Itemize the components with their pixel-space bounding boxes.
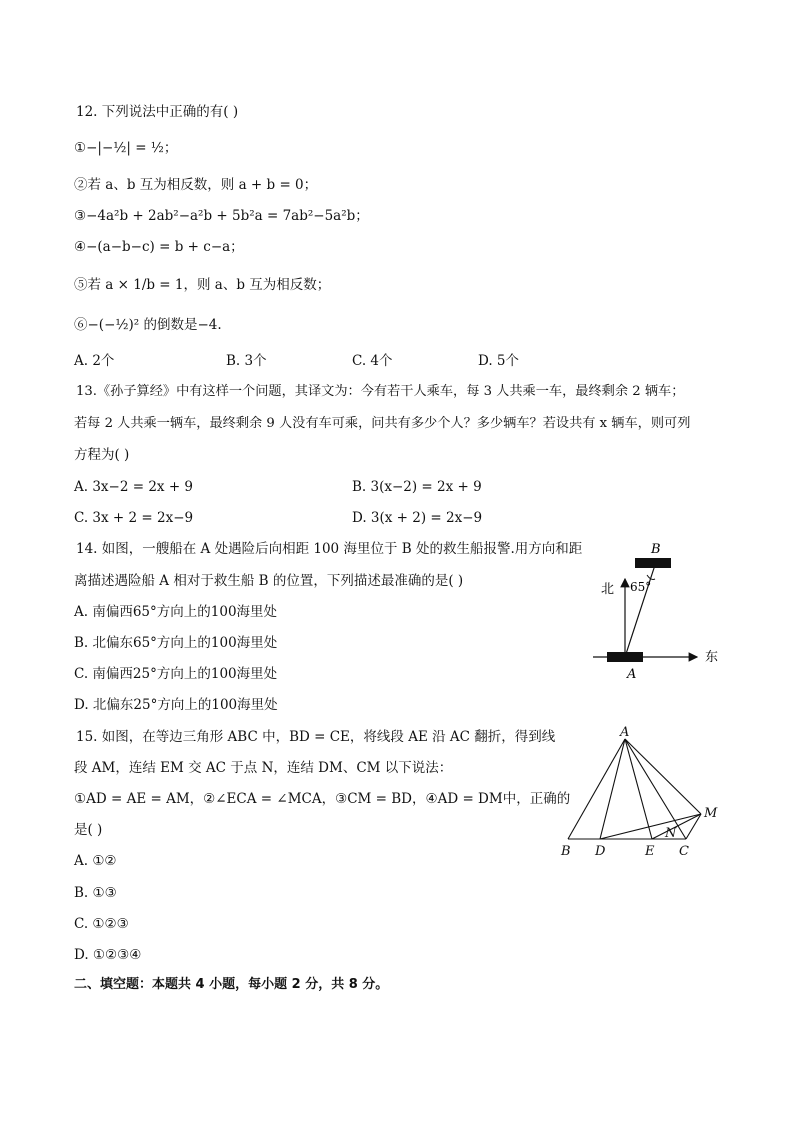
point-a: A — [620, 725, 630, 740]
q12-item-1: ①−|−½| = ½； — [74, 140, 178, 156]
q12-item-2: ②若 a、b 互为相反数，则 a + b = 0； — [74, 177, 318, 193]
q15-option-a: A. ①② — [74, 853, 117, 869]
label-b: B — [651, 542, 661, 557]
q12-item-3: ③−4a²b + 2ab²−a²b + 5b²a = 7ab²−5a²b； — [74, 208, 369, 224]
q12-option-c: C. 4个 — [352, 353, 393, 369]
label-east: 东 — [705, 650, 719, 665]
ship-b — [635, 558, 671, 568]
q15-triangle-figure — [555, 725, 730, 860]
ship-a — [607, 652, 643, 662]
label-angle: 65° — [630, 580, 652, 594]
point-b: B — [561, 844, 571, 859]
q12-item-5: ⑤若 a × 1/b = 1，则 a、b 互为相反数； — [74, 277, 331, 293]
q15-line-1: 15. 如图，在等边三角形 ABC 中，BD = CE，将线段 AE 沿 AC 翻折，得到线 — [76, 729, 556, 745]
q14-line-1: 14. 如图，一艘船在 A 处遇险后向相距 100 海里位于 B 处的救生船报警.用方向和距 — [76, 541, 583, 557]
point-c: C — [679, 844, 689, 859]
q14-line-2: 离描述遇险船 A 相对于救生船 B 的位置，下列描述最准确的是( ) — [74, 573, 464, 589]
q13-line-1: 13.《孙子算经》中有这样一个问题，其译文为：今有若干人乘车，每 3 人共乘一车，最终剩余 2 辆车； — [76, 384, 685, 399]
q15-line-4: 是( ) — [74, 822, 103, 838]
q12-option-d: D. 5个 — [478, 353, 520, 369]
q12-stem: 12. 下列说法中正确的有( ) — [76, 104, 239, 120]
point-e: E — [645, 844, 655, 859]
point-d: D — [595, 844, 606, 859]
q15-option-c: C. ①②③ — [74, 916, 129, 932]
q13-line-3: 方程为( ) — [74, 447, 130, 463]
q13-option-d: D. 3(x + 2) = 2x−9 — [352, 510, 483, 526]
section-heading: 二、填空题：本题共 4 小题，每小题 2 分，共 8 分。 — [74, 977, 389, 992]
q12-option-a: A. 2个 — [74, 353, 115, 369]
label-north: 北 — [601, 582, 615, 597]
q12-item-4: ④−(a−b−c) = b + c−a； — [74, 239, 244, 255]
q13-line-2: 若每 2 人共乘一辆车，最终剩余 9 人没有车可乘，问共有多少个人？多少辆车？若设共有 x 辆车，则可列 — [74, 416, 691, 431]
q12-item-6: ⑥−(−½)² 的倒数是−4. — [74, 317, 222, 333]
q14-option-d: D. 北偏东25°方向上的100海里处 — [74, 697, 278, 713]
q14-option-c: C. 南偏西25°方向上的100海里处 — [74, 666, 278, 682]
q15-line-2: 段 AM，连结 EM 交 AC 于点 N，连结 DM、CM 以下说法： — [74, 760, 453, 776]
point-n: N — [665, 826, 677, 841]
q15-line-3: ①AD = AE = AM，②∠ECA = ∠MCA，③CM = BD，④AD = DM中，正确的 — [74, 791, 571, 807]
q15-option-d: D. ①②③④ — [74, 947, 142, 963]
point-m: M — [704, 806, 718, 821]
q14-option-a: A. 南偏西65°方向上的100海里处 — [74, 604, 278, 620]
q12-option-b: B. 3个 — [226, 353, 267, 369]
q13-option-b: B. 3(x−2) = 2x + 9 — [352, 479, 482, 495]
label-a: A — [627, 667, 637, 682]
q13-option-c: C. 3x + 2 = 2x−9 — [74, 510, 194, 526]
q14-direction-figure — [585, 535, 735, 685]
q13-option-a: A. 3x−2 = 2x + 9 — [74, 479, 194, 495]
q15-option-b: B. ①③ — [74, 885, 117, 901]
q14-option-b: B. 北偏东65°方向上的100海里处 — [74, 635, 278, 651]
